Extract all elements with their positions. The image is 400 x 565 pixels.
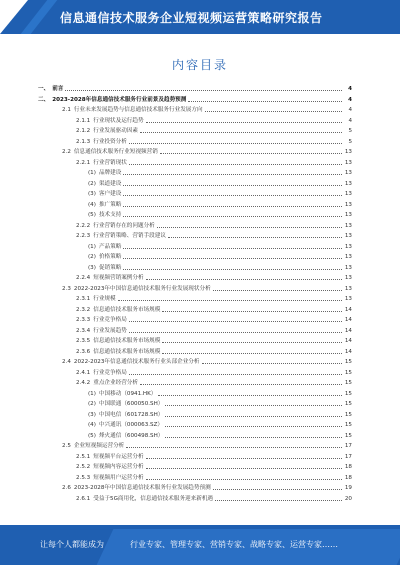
toc-entry-title: 短视频内容运营分析 <box>93 464 144 470</box>
toc-entry-page: 15 <box>344 390 352 397</box>
toc-entry[interactable] <box>88 189 352 197</box>
toc-leader-dots <box>215 499 342 501</box>
toc-entry-page: 18 <box>344 474 352 481</box>
toc-leader-dots <box>123 257 342 259</box>
toc-entry[interactable] <box>76 462 352 470</box>
toc-entry-page: 13 <box>344 222 352 229</box>
toc-entry-page: 17 <box>344 453 352 460</box>
toc-entry-title: 信息通信技术服务市场规模 <box>93 348 161 355</box>
toc-leader-dots <box>202 362 343 364</box>
toc-entry[interactable] <box>76 378 352 386</box>
toc-entry[interactable] <box>62 105 352 113</box>
toc-entry-title: 受益于5G商用化，信息通信技术服务迎来新机遇 <box>93 495 214 502</box>
toc-entry-title: 短视频营销案例分析 <box>93 275 144 281</box>
toc-entry-number: 2.1 <box>62 107 71 113</box>
toc-entry-page: 4 <box>348 117 352 124</box>
toc-entry-number: (1) <box>88 170 96 176</box>
toc-entry-number: 一、 <box>38 86 50 92</box>
toc-leader-dots <box>146 457 342 459</box>
toc-entry[interactable] <box>88 200 352 208</box>
toc-entry-page: 13 <box>344 243 352 250</box>
toc-entry[interactable] <box>88 242 352 250</box>
toc-leader-dots <box>129 163 342 165</box>
toc-entry-title: 渠道建设 <box>98 180 122 187</box>
toc-entry-number: 2.3.5 <box>76 338 91 344</box>
toc-entry-page: 4 <box>348 96 352 103</box>
toc-entry[interactable] <box>88 389 352 397</box>
toc-entry-number: 二、 <box>38 96 50 103</box>
toc-entry-number: (3) <box>88 411 96 418</box>
toc-entry[interactable] <box>62 357 352 365</box>
toc-entry-title: 品牌建设 <box>98 170 122 176</box>
toc-leader-dots <box>146 478 342 480</box>
toc-entry-number: 2.4.2 <box>76 380 91 386</box>
toc-entry[interactable] <box>76 231 352 239</box>
toc-leader-dots <box>160 152 342 154</box>
toc-entry-number: 2.1.1 <box>76 117 91 124</box>
toc-entry-page: 14 <box>344 306 352 313</box>
toc-entry[interactable] <box>38 95 352 103</box>
toc-entry-page: 15 <box>344 401 352 407</box>
toc-entry-number: 2.5.2 <box>76 464 91 470</box>
toc-entry[interactable] <box>76 294 352 302</box>
toc-leader-dots <box>213 488 342 490</box>
toc-leader-dots <box>129 320 342 322</box>
toc-entry-page: 13 <box>344 254 352 260</box>
toc-entry-number: (2) <box>88 180 96 187</box>
toc-entry-page: 4 <box>348 86 352 92</box>
toc-entry-title: 中国移动（0941.HK） <box>98 390 157 397</box>
toc-leader-dots <box>129 142 342 144</box>
toc-leader-dots <box>146 467 342 469</box>
toc-entry[interactable] <box>76 368 352 376</box>
toc-entry[interactable] <box>62 147 352 155</box>
toc-leader-dots <box>165 436 342 438</box>
footer-slogan-left: 让每个人都能成为 <box>40 540 104 549</box>
toc-entry[interactable] <box>88 210 352 218</box>
toc-entry[interactable] <box>88 399 352 407</box>
toc-entry-title: 推广策略 <box>98 201 122 208</box>
toc-entry-title: 2022-2023年中国信息通信技术服务行业发展现状分析 <box>73 285 211 292</box>
toc-entry[interactable] <box>76 473 352 481</box>
toc-entry-title: 产品策略 <box>98 243 122 250</box>
toc-entry[interactable] <box>62 284 352 292</box>
toc-entry-page: 15 <box>344 369 352 376</box>
toc-entry-title: 中国联通（600050.SH） <box>98 401 164 407</box>
toc-entry-title: 信息通信技术服务市场规模 <box>93 338 161 344</box>
toc-entry[interactable] <box>76 221 352 229</box>
toc-entry-number: 2.2.1 <box>76 159 91 166</box>
toc-entry-page: 14 <box>344 327 352 334</box>
toc-entry-number: (5) <box>88 432 96 439</box>
toc-entry-page: 13 <box>344 275 352 281</box>
toc-entry[interactable] <box>62 441 352 449</box>
toc-leader-dots <box>165 404 342 406</box>
toc-entry-number: (2) <box>88 401 96 407</box>
toc-entry-number: 2.5 <box>62 443 71 449</box>
toc-entry-page: 13 <box>344 180 352 187</box>
toc-entry-number: 2.5.1 <box>76 453 91 460</box>
toc-entry-page: 13 <box>344 212 352 218</box>
toc-entry-number: (2) <box>88 254 96 260</box>
toc-entry[interactable] <box>76 126 352 134</box>
toc-entry-page: 19 <box>344 485 352 491</box>
toc-entry-number: 2.4.1 <box>76 369 91 376</box>
toc-entry-page: 14 <box>344 338 352 344</box>
toc-leader-dots <box>123 173 342 175</box>
toc-leader-dots <box>123 194 342 196</box>
toc-entry-number: 2.2.4 <box>76 275 91 281</box>
toc-leader-dots <box>205 110 342 112</box>
toc-leader-dots <box>213 289 342 291</box>
toc-leader-dots <box>140 131 342 133</box>
toc-entry[interactable] <box>76 273 352 281</box>
toc-entry-page: 15 <box>344 380 352 386</box>
toc-entry-page: 14 <box>344 348 352 355</box>
toc-entry-title: 行业发展趋势 <box>93 327 127 334</box>
toc-leader-dots <box>165 425 342 427</box>
toc-entry-title: 短视频平台运营分析 <box>93 453 144 460</box>
toc-leader-dots <box>168 236 342 238</box>
toc-entry[interactable] <box>76 347 352 355</box>
toc-entry-number: 2.3.3 <box>76 317 91 323</box>
toc-entry[interactable] <box>76 326 352 334</box>
toc-leader-dots <box>118 299 342 301</box>
toc-leader-dots <box>162 341 342 343</box>
toc-entry-title: 价格策略 <box>98 254 122 260</box>
toc-entry-number: (1) <box>88 243 96 250</box>
toc-entry-page: 5 <box>348 138 352 145</box>
toc-entry-page: 15 <box>344 359 352 365</box>
toc-leader-dots <box>65 89 342 91</box>
toc-entry-title: 信息通信技术服务市场规模 <box>93 306 161 313</box>
toc-entry-number: 2.6.1 <box>76 495 91 502</box>
toc-leader-dots <box>126 446 342 448</box>
toc-entry-number: 2.2.2 <box>76 222 91 229</box>
toc-entry-title: 烽火通信（600498.SH） <box>98 432 164 439</box>
toc-entry-page: 13 <box>344 159 352 166</box>
toc-leader-dots <box>123 247 342 249</box>
toc-leader-dots <box>188 100 342 102</box>
toc-entry-page: 17 <box>344 443 352 449</box>
toc-entry-number: 2.5.3 <box>76 474 91 481</box>
toc-entry-page: 20 <box>344 495 352 502</box>
toc-leader-dots <box>123 268 342 270</box>
toc-entry-number: (3) <box>88 264 96 271</box>
toc-entry-title: 2023-2028年中国信息通信技术服务行业发展趋势预测 <box>73 485 211 491</box>
toc-leader-dots <box>162 310 342 312</box>
toc-entry-title: 中兴通讯（000063.SZ） <box>98 422 164 428</box>
footer-banner <box>0 525 400 565</box>
toc-entry[interactable] <box>62 483 352 491</box>
toc-entry-title: 行业营销策略、营销手段建议 <box>93 233 166 239</box>
toc-entry-page: 4 <box>348 107 352 113</box>
toc-heading: 内容目录 <box>171 58 228 72</box>
toc-entry-number: 2.3 <box>62 285 71 292</box>
toc-entry-page: 13 <box>344 201 352 208</box>
toc-leader-dots <box>165 415 342 417</box>
toc-entry-page: 13 <box>344 170 352 176</box>
toc-entry-page: 15 <box>344 411 352 418</box>
toc-entry-number: 2.2 <box>62 149 71 155</box>
toc-leader-dots <box>123 215 342 217</box>
toc-entry[interactable] <box>76 158 352 166</box>
toc-entry[interactable] <box>76 116 352 124</box>
toc-entry-title: 企业短视频运营分析 <box>73 443 125 449</box>
toc-entry-title: 重点企业经营分析 <box>93 380 138 386</box>
toc-entry-title: 2023-2028年信息通信技术服务行业前景及趋势预测 <box>52 96 187 103</box>
toc-leader-dots <box>158 394 342 396</box>
toc-entry[interactable] <box>88 420 352 428</box>
toc-entry[interactable] <box>76 494 352 502</box>
toc-entry[interactable] <box>76 315 352 323</box>
toc-entry-page: 13 <box>344 264 352 271</box>
toc-entry-title: 短视频用户运营分析 <box>93 474 144 481</box>
toc-leader-dots <box>146 121 342 123</box>
toc-entry-title: 行业竞争格局 <box>93 369 127 376</box>
toc-entry-title: 技术支持 <box>98 212 122 218</box>
toc-entry-title: 行业现状及运行趋势 <box>93 117 144 124</box>
toc-entry-title: 行业发展驱动因素 <box>93 128 138 134</box>
toc-entry-number: 2.3.2 <box>76 306 91 313</box>
toc-entry-page: 15 <box>344 432 352 439</box>
report-title: 信息通信技术服务企业短视频运营策略研究报告 <box>60 11 323 25</box>
toc-entry-title: 客户建设 <box>98 191 122 197</box>
toc-entry-page: 14 <box>344 317 352 323</box>
toc-entry-number: (5) <box>88 212 96 218</box>
toc-entry-title: 中国电信（601728.SH） <box>98 411 164 418</box>
toc-entry-page: 15 <box>344 422 352 428</box>
toc-entry-number: 2.3.6 <box>76 348 91 355</box>
toc-entry[interactable] <box>88 431 352 439</box>
toc-leader-dots <box>129 331 342 333</box>
toc-entry-title: 信息通信技术服务行业短视频营销 <box>73 149 158 155</box>
toc-entry-page: 13 <box>344 149 352 155</box>
toc-entry[interactable] <box>88 252 352 260</box>
toc-entry-page: 13 <box>344 285 352 292</box>
toc-entry[interactable] <box>76 452 352 460</box>
footer-slogan-right: 行业专家、管理专家、营销专家、战略专家、运营专家…… <box>130 540 338 549</box>
toc-leader-dots <box>123 184 342 186</box>
toc-leader-dots <box>157 226 342 228</box>
toc-entry-title: 行业营销存在的问题分析 <box>93 222 155 229</box>
toc-leader-dots <box>140 383 342 385</box>
toc-leader-dots <box>146 278 342 280</box>
toc-entry[interactable] <box>88 179 352 187</box>
toc-entry[interactable] <box>76 137 352 145</box>
toc-entry[interactable] <box>76 305 352 313</box>
toc-entry-number: 2.6 <box>62 485 71 491</box>
toc-entry-number: 2.2.3 <box>76 233 91 239</box>
toc-entry-number: 2.4 <box>62 359 71 365</box>
toc-entry-title: 行业规模 <box>93 296 116 302</box>
toc-entry-title: 行业竞争格局 <box>93 317 127 323</box>
toc-entry-title: 行业未来发展趋势与信息通信技术服务行业发展方向 <box>73 107 203 113</box>
toc-entry[interactable] <box>88 263 352 271</box>
toc-entry[interactable] <box>88 168 352 176</box>
toc-leader-dots <box>162 352 342 354</box>
toc-entry-title: 前言 <box>52 86 64 92</box>
toc-entry-number: (3) <box>88 191 96 197</box>
toc-entry-page: 18 <box>344 464 352 470</box>
toc-entry-number: 2.1.3 <box>76 138 91 145</box>
toc-entry-number: 2.1.2 <box>76 128 91 134</box>
toc-entry-page: 13 <box>344 191 352 197</box>
toc-entry-title: 行业营销现状 <box>93 159 127 166</box>
toc-entry-number: (1) <box>88 390 96 397</box>
toc-entry-number: 2.3.1 <box>76 296 91 302</box>
toc-leader-dots <box>129 373 342 375</box>
toc-entry[interactable] <box>76 336 352 344</box>
toc-entry-title: 促销策略 <box>98 264 122 271</box>
toc-entry-page: 13 <box>344 296 352 302</box>
toc-entry-number: (4) <box>88 201 96 208</box>
toc-leader-dots <box>123 205 342 207</box>
toc-entry-title: 2022-2023年信息通信技术服务行业头部企业分析 <box>73 359 200 365</box>
toc-entry-number: 2.3.4 <box>76 327 91 334</box>
report-header <box>0 0 400 34</box>
toc-entry[interactable] <box>88 410 352 418</box>
toc-entry-title: 行业投资分析 <box>93 138 127 145</box>
toc-entry[interactable] <box>38 84 352 92</box>
toc-entry-number: (4) <box>88 422 96 428</box>
toc-entry-page: 5 <box>348 128 352 134</box>
toc-entry-page: 13 <box>344 233 352 239</box>
